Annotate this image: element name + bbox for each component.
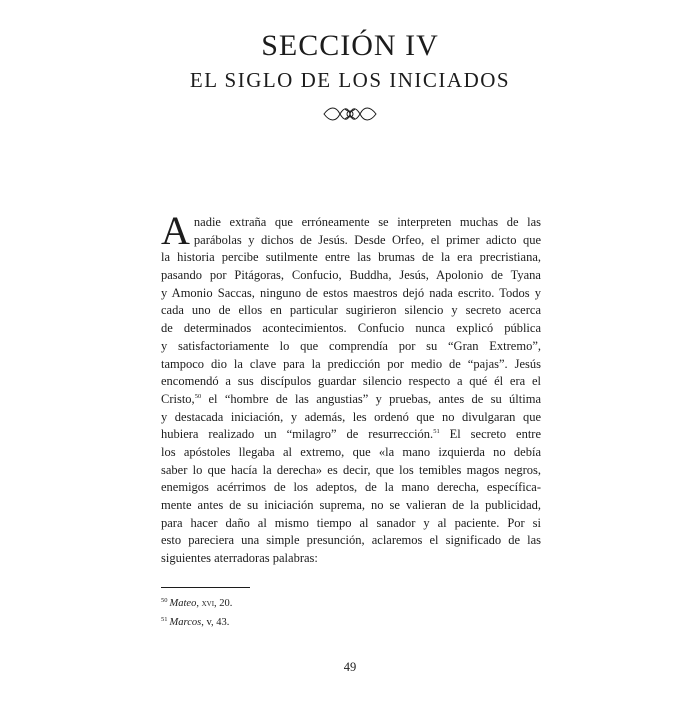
text-line: parábolas y dichos de Jesús. Desde Orfeo, el primer adicto que — [193, 232, 541, 247]
text-line: de determinados acontecimientos. Confucio nunca explicó pública — [161, 321, 541, 336]
text-line: y Amonio Saccas, ninguno de estos maestros dejó nada escrito. Todos y — [161, 285, 541, 300]
footnote-number: 50 — [161, 597, 168, 604]
text-line-segment: El secreto entre — [439, 427, 542, 442]
body-paragraph — [161, 208, 542, 568]
footnote-source: Marcos — [169, 617, 202, 628]
text-line-segment: Cristo, — [161, 391, 195, 406]
section-title: SECCIÓN IV — [261, 29, 439, 62]
text-line: tampoco dio la clave para la predicción por medio de “pajas”. Jesús — [161, 356, 541, 371]
footnote-ref-50: 50 — [194, 392, 202, 400]
decorative-flourish-icon — [322, 104, 378, 124]
text-line: encomendó a sus discípulos guardar silencio respecto a qué él era el — [161, 374, 541, 389]
text-line: mente antes de su iniciación suprema, no se valieran de la publicidad, — [161, 498, 541, 512]
text-line: y destacada iniciación, y además, les ordenó que no divulgaran que — [161, 409, 541, 424]
text-line-with-ref-50 — [161, 391, 541, 409]
section-subtitle: EL SIGLO DE LOS INICIADOS — [189, 68, 511, 92]
text-line-with-ref-51 — [161, 426, 541, 444]
page-number: 49 — [343, 660, 357, 674]
footnote-ref-51: 51 — [433, 428, 440, 436]
footnote-reference: v, 43. — [206, 617, 230, 628]
text-line-segment: hubiera realizado un “milagro” de resurrección. — [161, 427, 434, 442]
text-line: saber lo que hacía la derecha» es decir, que los temibles magos negros, — [161, 462, 541, 477]
text-line: nadie extraña que erróneamente se interpreten muchas de las — [193, 215, 541, 229]
text-line: enemigos acérrimos de los adeptos, de la mano derecha, específica- — [161, 480, 541, 495]
footnote-item: $^{51}$ Marcos, v, 43. — [161, 616, 230, 628]
text-line: y satisfactoriamente lo que comprendía por su “Gran Extremo”, — [161, 338, 541, 353]
text-line: esto pareciera una simple presunción, aclaremos el significado de las — [161, 533, 541, 548]
footnote-reference: xvi, 20. — [201, 598, 233, 609]
footnote-divider — [161, 587, 250, 588]
text-line: siguientes aterradoras palabras: — [161, 551, 318, 566]
text-line-segment: el “hombre de las angustias” y pruebas, antes de su última — [201, 391, 541, 406]
footnote-item: $^{50}$ Mateo, xvi, 20. — [161, 597, 233, 609]
text-line: los apóstoles llegaba al extremo, que «la mano izquierda no debía — [161, 444, 541, 459]
text-line: la historia percibe sutilmente entre las brumas de la era precristiana, — [161, 250, 541, 265]
footnotes — [161, 593, 461, 631]
text-line: cada uno de ellos en particular sugirieron silencio y secreto acerca — [161, 303, 541, 318]
drop-cap: A — [161, 208, 190, 253]
text-line: pasando por Pitágoras, Confucio, Buddha, Jesús, Apolonio de Tyana — [161, 268, 541, 283]
footnote-number: 51 — [161, 616, 168, 623]
footnote-source: Mateo — [169, 598, 197, 609]
text-line: para hacer daño al mismo tiempo al sanador y al paciente. Por si — [161, 515, 541, 530]
